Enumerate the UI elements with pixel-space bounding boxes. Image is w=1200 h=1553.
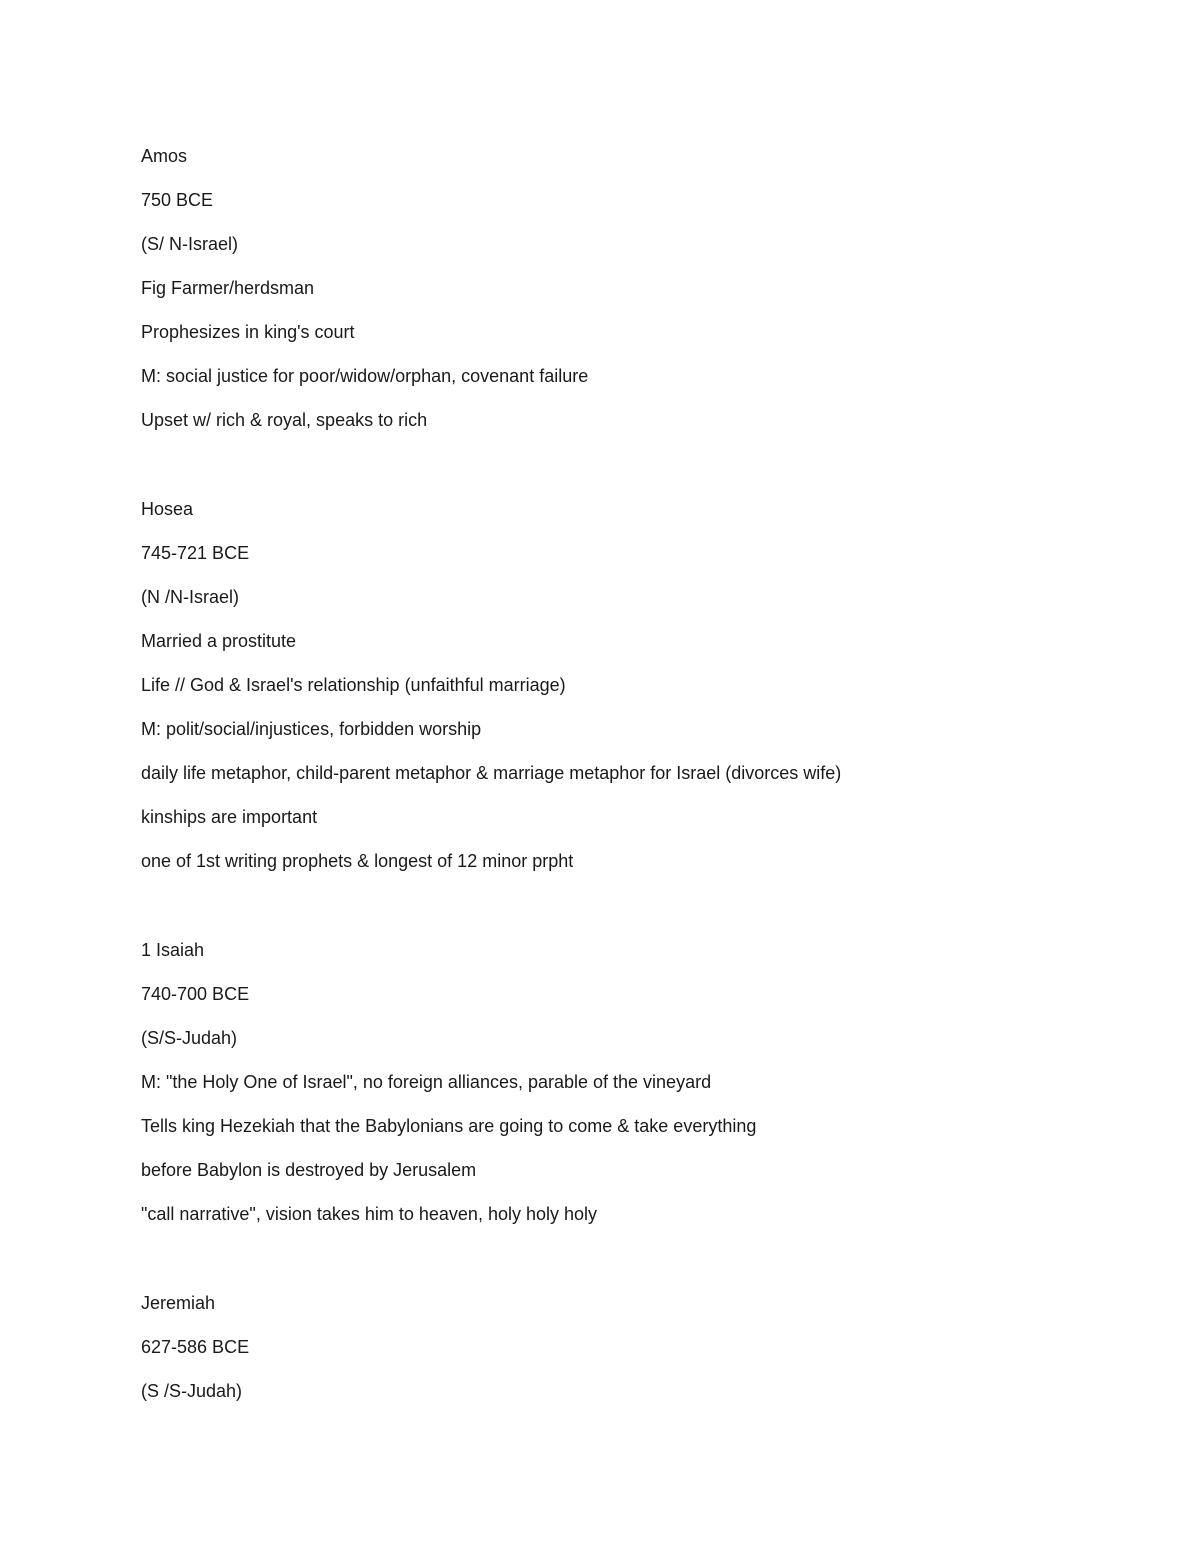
text-line: Fig Farmer/herdsman bbox=[141, 278, 315, 298]
text-line: (N /N-Israel) bbox=[141, 587, 239, 607]
text-line: 745-721 BCE bbox=[141, 543, 250, 563]
text-line: Upset w/ rich & royal, speaks to rich bbox=[141, 410, 428, 430]
text-line: Prophesizes in king's court bbox=[141, 322, 355, 342]
text-line: M: polit/social/injustices, forbidden worship bbox=[141, 719, 482, 739]
text-line: before Babylon is destroyed by Jerusalem bbox=[141, 1160, 477, 1180]
text-line: Married a prostitute bbox=[141, 631, 297, 651]
text-line: "call narrative", vision takes him to heaven, holy holy holy bbox=[141, 1204, 598, 1224]
text-line: Tells king Hezekiah that the Babylonians are going to come & take everything bbox=[141, 1116, 757, 1136]
text-line: (S/ N-Israel) bbox=[141, 234, 239, 254]
text-line: 627-586 BCE bbox=[141, 1337, 250, 1357]
section-heading-hosea: Hosea bbox=[141, 499, 194, 519]
section-heading-jeremiah: Jeremiah bbox=[141, 1293, 216, 1313]
section-heading-isaiah: 1 Isaiah bbox=[141, 940, 205, 960]
text-line: 740-700 BCE bbox=[141, 984, 250, 1004]
text-line: kinships are important bbox=[141, 807, 318, 827]
text-line: one of 1st writing prophets & longest of 12 minor prpht bbox=[141, 851, 574, 871]
text-line: (S /S-Judah) bbox=[141, 1381, 243, 1401]
section-heading-amos: Amos bbox=[141, 146, 188, 166]
text-line: M: "the Holy One of Israel", no foreign alliances, parable of the vineyard bbox=[141, 1072, 712, 1092]
text-line: M: social justice for poor/widow/orphan, covenant failure bbox=[141, 366, 589, 386]
text-line: (S/S-Judah) bbox=[141, 1028, 238, 1048]
text-line: Life // God & Israel's relationship (unfaithful marriage) bbox=[141, 675, 566, 695]
text-line: 750 BCE bbox=[141, 190, 214, 210]
text-line: daily life metaphor, child-parent metaphor & marriage metaphor for Israel (divorces wife) bbox=[141, 763, 842, 783]
